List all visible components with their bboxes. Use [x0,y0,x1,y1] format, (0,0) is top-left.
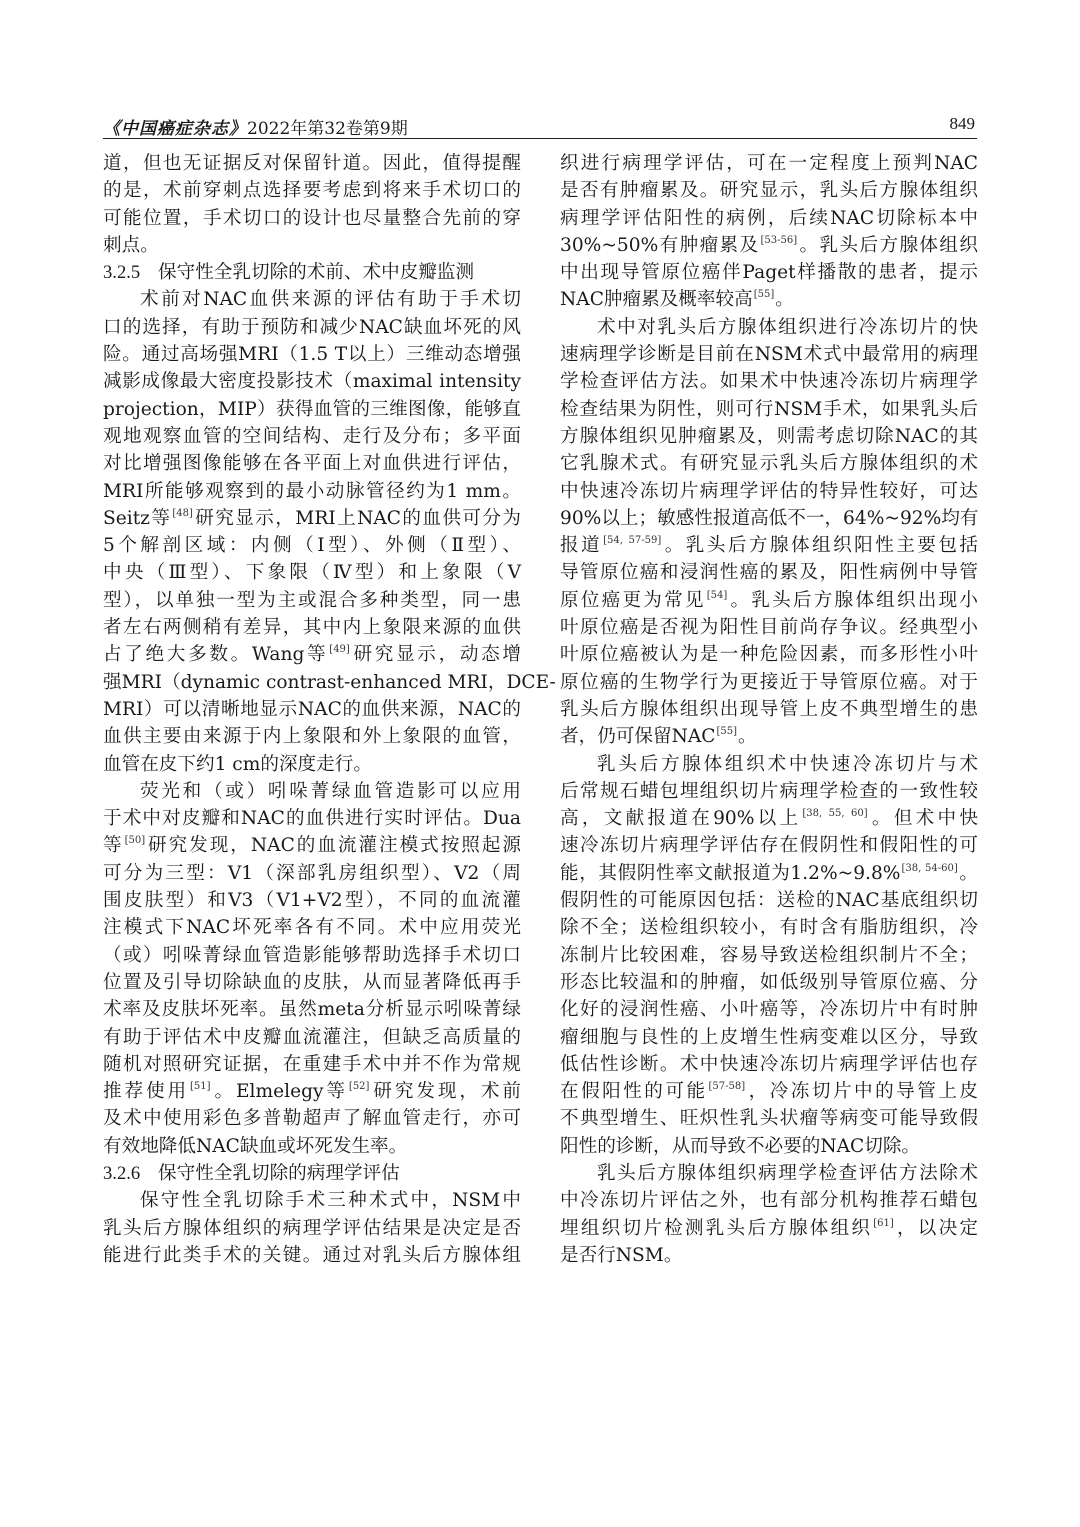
citation-reference: [54] [706,589,728,601]
text-segment: 能，其假阴性率文献报道为1.2%~9.8% [560,862,901,884]
text-line: 术中对乳头后方腺体组织进行冷冻切片的快 [597,316,978,338]
text-line: 对比增强图像能够在各平面上对血供进行评估， [103,453,521,475]
text-line: 化好的浸润性癌、小叶癌等，冷冻切片中有时肿 [560,999,978,1021]
text-line: 强MRI（dynamic contrast-enhanced MRI，DCE- [103,671,556,693]
text-line [560,805,978,832]
text-line [560,1078,978,1105]
text-line: 冻制片比较困难，容易导致送检组织制片不全； [560,944,978,966]
text-segment: 原位癌更为常见 [560,589,706,611]
text-segment: ，冷冻切片中的导管上皮 [746,1081,978,1103]
text-line: 学检查评估方法。如果术中快速冷冻切片病理学 [560,371,978,393]
text-line: 注模式下NAC坏死率各有不同。术中应用荧光 [103,917,521,939]
text-segment: 在假阳性的可能 [560,1081,708,1103]
text-line: 检查结果为阴性，则可行NSM手术，如果乳头后 [560,398,978,420]
text-line: 险。通过高场强MRI（1.5 T以上）三维动态增强 [103,344,521,366]
text-line: 瘤细胞与良性的上皮增生性病变难以区分，导致 [560,1026,978,1048]
text-segment: 占了绝大多数。Wang等 [103,644,329,666]
text-line: 的是，术前穿刺点选择要考虑到将来手术切口的 [103,180,521,202]
text-line: 是否行NSM。 [560,1244,683,1266]
text-line [560,1215,978,1242]
text-line: 血供主要由来源于内上象限和外上象限的血管， [103,726,521,748]
citation-reference: [55] [753,289,775,301]
text-line: 术率及皮肤坏死率。虽然meta分析显示吲哚菁绿 [103,999,521,1021]
text-segment: 研究发现，NAC的血流灌注模式按照起源 [146,835,521,857]
journal-citation [103,114,408,139]
text-line: 于术中对皮瓣和NAC的血供进行实时评估。Dua [103,808,521,830]
citation-reference: [53-56] [760,234,798,246]
citation-reference: [49] [329,644,350,656]
citation-reference: [61] [873,1217,894,1229]
text-line: 叶原位癌被认为是一种危险因素，而多形性小叶 [560,644,978,666]
text-segment: 者，仍可保留NAC [560,726,716,748]
text-line: 刺点。 [103,234,159,256]
text-segment: 。Elmelegy等 [211,1081,348,1103]
running-header [103,112,977,139]
text-segment: 埋组织切片检测乳头后方腺体组织 [560,1217,873,1239]
text-segment: 研究显示，MRI上NAC的血供可分为 [193,507,521,529]
text-line: 叶原位癌是否视为阳性目前尚存争议。经典型小 [560,617,978,639]
text-line: 能进行此类手术的关键。通过对乳头后方腺体组 [103,1244,521,1266]
text-line [560,232,978,259]
text-line [103,832,521,859]
text-line: 中出现导管原位癌伴Paget样播散的患者，提示 [560,262,978,284]
section-title: 保守性全乳切除的术前、术中皮瓣监测 [158,262,475,284]
text-line: 可能位置，手术切口的设计也尽量整合先前的穿 [103,207,521,229]
text-line: 中央（Ⅲ型）、下象限（Ⅳ型）和上象限（Ⅴ [103,562,521,584]
text-segment: Seitz等 [103,507,172,529]
text-segment: 。 [958,862,978,884]
text-line: 原位癌的生物学行为更接近于导管原位癌。对于 [560,671,978,693]
text-line: 方腺体组织见肿瘤累及，则需考虑切除NAC的其 [560,425,978,447]
text-line [103,505,521,532]
text-line [103,1078,521,1105]
text-line: 保守性全乳切除手术三种术式中，NSM中 [140,1190,521,1212]
text-segment: ，以决定 [894,1217,978,1239]
citation-reference: [38, 54-60] [901,862,958,874]
text-segment: 。乳头后方腺体组织阳性主要包括 [662,535,978,557]
text-line [560,587,978,614]
citation-reference: [52] [348,1081,370,1093]
section-heading [103,1160,521,1187]
text-line: 速病理学诊断是目前在NSM术式中最常用的病理 [560,344,978,366]
text-line: 它乳腺术式。有研究显示乳头后方腺体组织的术 [560,453,978,475]
text-line: 90%以上；敏感性报道高低不一，64%~92%均有 [560,507,979,529]
text-line [560,723,978,750]
text-line: 及术中使用彩色多普勒超声了解血管走行，亦可 [103,1108,521,1130]
text-segment: 报道 [560,535,603,557]
text-segment: 。 [775,289,794,311]
text-line: 阳性的诊断，从而导致不必要的NAC切除。 [560,1135,921,1157]
text-line: 中快速冷冻切片病理学评估的特异性较好，可达 [560,480,978,502]
text-line: MRI所能够观察到的最小动脉管径约为1 mm。 [103,480,521,502]
text-line: projection，MIP）获得血管的三维图像，能够直 [103,398,521,420]
text-line: 围皮肤型）和V3（V1+V2型），不同的血流灌 [103,890,521,912]
text-segment: 。 [738,726,757,748]
page-number: 849 [949,114,975,133]
text-line: 道，但也无证据反对保留针道。因此，值得提醒 [103,153,521,174]
text-line [560,532,978,559]
text-segment: 研究发现，术前 [370,1081,521,1103]
text-line: 乳头后方腺体组织的病理学评估结果是决定是否 [103,1217,521,1239]
text-line: 型），以单独一型为主或混合多种类型，同一患 [103,589,521,611]
citation-reference: [50] [124,835,146,847]
text-line: 荧光和（或）吲哚菁绿血管造影可以应用 [140,780,521,802]
text-line: 观地观察血管的空间结构、走行及分布；多平面 [103,425,521,447]
text-line: 速冷冻切片病理学评估存在假阴性和假阳性的可 [560,835,978,857]
text-line: 口的选择，有助于预防和减少NAC缺血坏死的风 [103,316,521,338]
text-line: 有效地降低NAC缺血或坏死发生率。 [103,1135,408,1157]
text-segment: 。乳头后方腺体组织出现小 [728,589,978,611]
text-line [560,286,978,313]
right-text-column [560,150,978,1269]
citation-reference: [54, 57-59] [603,535,662,547]
citation-reference: [55] [716,726,738,738]
text-segment: 30%~50%有肿瘤累及 [560,234,760,256]
text-segment: 研究显示，动态增 [350,644,521,666]
text-segment: NAC肿瘤累及概率较高 [560,289,753,311]
text-line: 术前对NAC血供来源的评估有助于手术切 [140,289,521,311]
text-line: 有助于评估术中皮瓣血流灌注，但缺乏高质量的 [103,1026,521,1048]
text-line: 减影成像最大密度投影技术（maximal intensity [103,371,521,393]
citation-reference: [48] [172,507,193,519]
text-line: 位置及引导切除缺血的皮肤，从而显著降低再手 [103,971,521,993]
left-text-column [103,150,556,1269]
text-line: 织进行病理学评估，可在一定程度上预判NAC [560,153,978,174]
text-line: 是否有肿瘤累及。研究显示，乳头后方腺体组织 [560,180,978,202]
text-line: （或）吲哚菁绿血管造影能够帮助选择手术切口 [103,944,521,966]
text-line: 5个解剖区域：内侧（Ⅰ型）、外侧（Ⅱ型）、 [103,535,521,557]
text-line: 乳头后方腺体组织病理学检查评估方法除术 [597,1162,978,1184]
citation-reference: [51] [190,1081,211,1093]
text-line: 除不全；送检组织较小，有时含有脂肪组织，冷 [560,917,978,939]
text-line: 病理学评估阳性的病例，后续NAC切除标本中 [560,207,978,229]
journal-name: 《中国癌症杂志》 [103,119,247,139]
text-line: 导管原位癌和浸润性癌的累及，阳性病例中导管 [560,562,978,584]
text-line: MRI）可以清晰地显示NAC的血供来源，NAC的 [103,698,521,720]
text-segment: 。乳头后方腺体组织 [798,234,978,256]
text-line: 形态比较温和的肿瘤，如低级别导管原位癌、分 [560,971,978,993]
section-number: 3.2.6 [103,1162,141,1184]
text-line: 中冷冻切片评估之外，也有部分机构推荐石蜡包 [560,1190,978,1212]
text-line: 血管在皮下约1 cm的深度走行。 [103,753,372,775]
text-line: 假阴性的可能原因包括：送检的NAC基底组织切 [560,890,978,912]
text-line: 可分为三型：V1（深部乳房组织型）、V2（周 [103,862,521,884]
section-heading [103,259,521,286]
text-line: 后常规石蜡包埋组织切片病理学检查的一致性较 [560,780,978,802]
text-line [103,641,521,668]
citation-reference: [38, 55, 60] [802,808,868,820]
text-segment: 等 [103,835,124,857]
text-line: 随机对照研究证据，在重建手术中并不作为常规 [103,1053,521,1075]
text-line: 不典型增生、旺炽性乳头状瘤等病变可能导致假 [560,1108,978,1130]
text-segment: 。但术中快 [868,808,978,830]
section-number: 3.2.5 [103,262,141,284]
text-line: 者左右两侧稍有差异，其中内上象限来源的血供 [103,617,521,639]
text-line: 乳头后方腺体组织术中快速冷冻切片与术 [597,753,978,775]
text-line: 低估性诊断。术中快速冷冻切片病理学评估也存 [560,1053,978,1075]
text-line: 乳头后方腺体组织出现导管上皮不典型增生的患 [560,698,978,720]
text-line [560,860,978,887]
text-segment: 高，文献报道在90%以上 [560,808,802,830]
citation-reference: [57-58] [708,1081,746,1093]
section-title: 保守性全乳切除的病理学评估 [158,1162,400,1184]
text-segment: 推荐使用 [103,1081,190,1103]
journal-issue: 2022年第32卷第9期 [247,119,408,139]
